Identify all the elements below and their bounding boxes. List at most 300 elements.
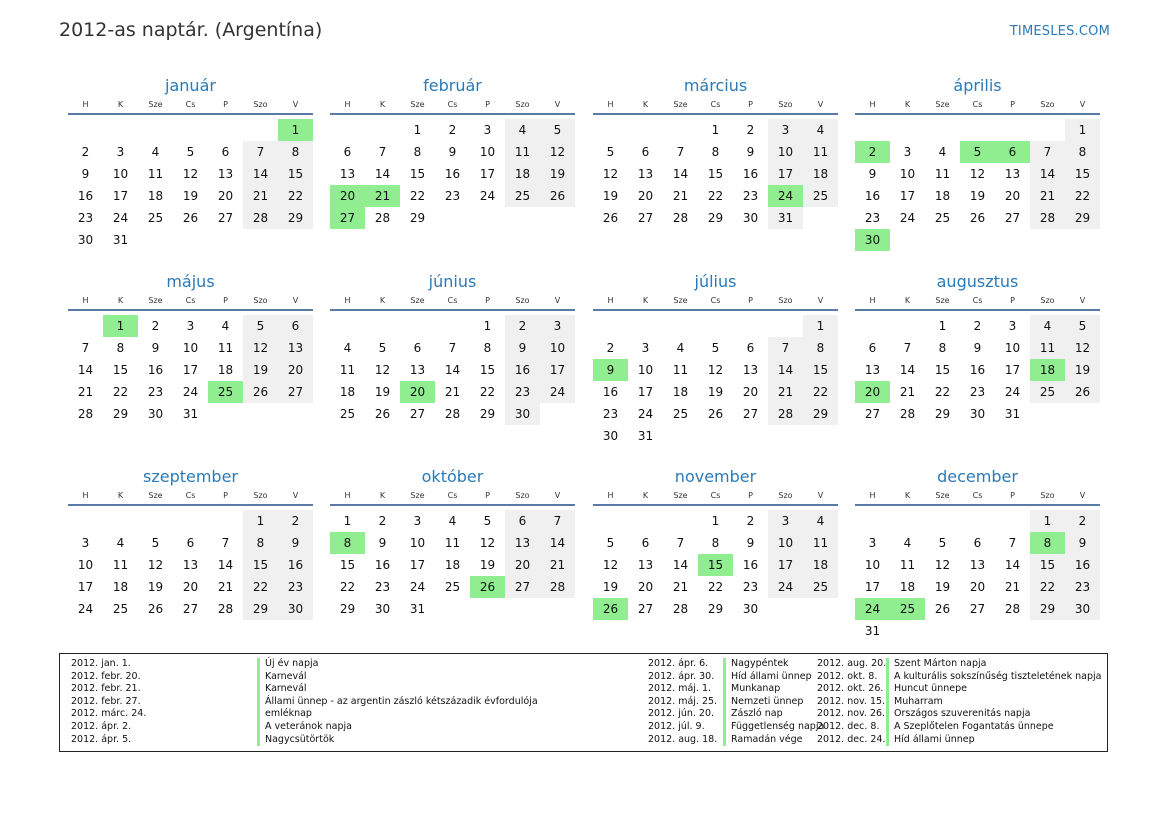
- day-cell[interactable]: 14: [1004, 558, 1021, 572]
- day-cell[interactable]: 17: [768, 554, 803, 576]
- day-cell[interactable]: 10: [479, 145, 496, 159]
- day-cell[interactable]: 8: [116, 341, 125, 355]
- site-link[interactable]: TIMESLES.COM: [1009, 24, 1110, 39]
- day-cell[interactable]: 20: [969, 580, 986, 594]
- day-cell[interactable]: 1: [413, 123, 422, 137]
- day-cell[interactable]: 28: [243, 207, 278, 229]
- day-cell[interactable]: 25: [505, 185, 540, 207]
- day-cell[interactable]: 19: [934, 580, 951, 594]
- day-cell[interactable]: 17: [637, 385, 654, 399]
- day-cell[interactable]: 5: [938, 536, 947, 550]
- day-cell[interactable]: 4: [116, 536, 125, 550]
- day-cell[interactable]: 1: [483, 319, 492, 333]
- day-cell[interactable]: 29: [1030, 598, 1065, 620]
- day-cell[interactable]: 17: [899, 189, 916, 203]
- day-cell[interactable]: 21: [217, 580, 234, 594]
- day-cell[interactable]: 2: [278, 510, 313, 532]
- day-cell[interactable]: 6: [868, 341, 877, 355]
- day-cell[interactable]: 12: [707, 363, 724, 377]
- day-cell[interactable]: 21: [672, 189, 689, 203]
- day-cell[interactable]: 12: [1065, 337, 1100, 359]
- day-cell[interactable]: 28: [444, 407, 461, 421]
- day-cell[interactable]: 18: [339, 385, 356, 399]
- day-cell[interactable]: 6: [221, 145, 230, 159]
- day-cell[interactable]: 14: [672, 167, 689, 181]
- day-cell[interactable]: 6: [343, 145, 352, 159]
- day-cell[interactable]: 16: [505, 359, 540, 381]
- day-cell[interactable]: 7: [768, 337, 803, 359]
- holiday-day-cell[interactable]: 26: [470, 576, 505, 598]
- day-cell[interactable]: 28: [374, 211, 391, 225]
- day-cell[interactable]: 25: [147, 211, 164, 225]
- day-cell[interactable]: 24: [182, 385, 199, 399]
- day-cell[interactable]: 3: [81, 536, 90, 550]
- day-cell[interactable]: 17: [77, 580, 94, 594]
- day-cell[interactable]: 3: [868, 536, 877, 550]
- day-cell[interactable]: 22: [112, 385, 129, 399]
- day-cell[interactable]: 9: [81, 167, 90, 181]
- day-cell[interactable]: 20: [637, 580, 654, 594]
- day-cell[interactable]: 8: [483, 341, 492, 355]
- day-cell[interactable]: 7: [903, 341, 912, 355]
- day-cell[interactable]: 26: [540, 185, 575, 207]
- day-cell[interactable]: 23: [444, 189, 461, 203]
- day-cell[interactable]: 24: [409, 580, 426, 594]
- day-cell[interactable]: 7: [221, 536, 230, 550]
- day-cell[interactable]: 2: [505, 315, 540, 337]
- day-cell[interactable]: 13: [742, 363, 759, 377]
- day-cell[interactable]: 12: [934, 558, 951, 572]
- day-cell[interactable]: 3: [540, 315, 575, 337]
- day-cell[interactable]: 4: [505, 119, 540, 141]
- day-cell[interactable]: 19: [540, 163, 575, 185]
- day-cell[interactable]: 4: [903, 536, 912, 550]
- day-cell[interactable]: 20: [742, 385, 759, 399]
- day-cell[interactable]: 27: [637, 211, 654, 225]
- day-cell[interactable]: 24: [1004, 385, 1021, 399]
- day-cell[interactable]: 6: [641, 145, 650, 159]
- day-cell[interactable]: 4: [343, 341, 352, 355]
- day-cell[interactable]: 27: [409, 407, 426, 421]
- holiday-day-cell[interactable]: 1: [103, 315, 138, 337]
- day-cell[interactable]: 19: [479, 558, 496, 572]
- day-cell[interactable]: 11: [147, 167, 164, 181]
- day-cell[interactable]: 2: [81, 145, 90, 159]
- day-cell[interactable]: 2: [746, 123, 755, 137]
- day-cell[interactable]: 26: [707, 407, 724, 421]
- day-cell[interactable]: 28: [672, 211, 689, 225]
- day-cell[interactable]: 21: [899, 385, 916, 399]
- day-cell[interactable]: 8: [243, 532, 278, 554]
- day-cell[interactable]: 15: [479, 363, 496, 377]
- day-cell[interactable]: 3: [186, 319, 195, 333]
- day-cell[interactable]: 1: [938, 319, 947, 333]
- day-cell[interactable]: 29: [243, 598, 278, 620]
- day-cell[interactable]: 23: [77, 211, 94, 225]
- day-cell[interactable]: 31: [112, 233, 129, 247]
- day-cell[interactable]: 4: [1030, 315, 1065, 337]
- day-cell[interactable]: 25: [339, 407, 356, 421]
- day-cell[interactable]: 9: [1065, 532, 1100, 554]
- day-cell[interactable]: 10: [409, 536, 426, 550]
- day-cell[interactable]: 17: [768, 163, 803, 185]
- holiday-day-cell[interactable]: 25: [890, 598, 925, 620]
- day-cell[interactable]: 26: [182, 211, 199, 225]
- holiday-day-cell[interactable]: 20: [330, 185, 365, 207]
- day-cell[interactable]: 28: [77, 407, 94, 421]
- day-cell[interactable]: 28: [540, 576, 575, 598]
- day-cell[interactable]: 29: [707, 602, 724, 616]
- day-cell[interactable]: 9: [868, 167, 877, 181]
- day-cell[interactable]: 6: [641, 536, 650, 550]
- day-cell[interactable]: 15: [707, 167, 724, 181]
- day-cell[interactable]: 28: [1004, 602, 1021, 616]
- day-cell[interactable]: 17: [112, 189, 129, 203]
- day-cell[interactable]: 20: [1004, 189, 1021, 203]
- day-cell[interactable]: 6: [505, 510, 540, 532]
- holiday-day-cell[interactable]: 27: [330, 207, 365, 229]
- day-cell[interactable]: 26: [602, 211, 619, 225]
- day-cell[interactable]: 1: [1065, 119, 1100, 141]
- day-cell[interactable]: 14: [374, 167, 391, 181]
- day-cell[interactable]: 23: [602, 407, 619, 421]
- day-cell[interactable]: 18: [217, 363, 234, 377]
- day-cell[interactable]: 10: [540, 337, 575, 359]
- day-cell[interactable]: 3: [483, 123, 492, 137]
- day-cell[interactable]: 7: [448, 341, 457, 355]
- day-cell[interactable]: 11: [444, 536, 461, 550]
- day-cell[interactable]: 24: [899, 211, 916, 225]
- day-cell[interactable]: 1: [243, 510, 278, 532]
- day-cell[interactable]: 18: [672, 385, 689, 399]
- day-cell[interactable]: 21: [540, 554, 575, 576]
- day-cell[interactable]: 30: [602, 429, 619, 443]
- day-cell[interactable]: 12: [182, 167, 199, 181]
- day-cell[interactable]: 31: [637, 429, 654, 443]
- day-cell[interactable]: 12: [540, 141, 575, 163]
- day-cell[interactable]: 10: [899, 167, 916, 181]
- day-cell[interactable]: 2: [746, 514, 755, 528]
- day-cell[interactable]: 16: [969, 363, 986, 377]
- day-cell[interactable]: 26: [243, 381, 278, 403]
- day-cell[interactable]: 29: [278, 207, 313, 229]
- day-cell[interactable]: 12: [147, 558, 164, 572]
- day-cell[interactable]: 24: [768, 576, 803, 598]
- day-cell[interactable]: 14: [1030, 163, 1065, 185]
- day-cell[interactable]: 9: [448, 145, 457, 159]
- day-cell[interactable]: 29: [707, 211, 724, 225]
- day-cell[interactable]: 23: [969, 385, 986, 399]
- day-cell[interactable]: 29: [803, 403, 838, 425]
- day-cell[interactable]: 5: [606, 145, 615, 159]
- day-cell[interactable]: 27: [742, 407, 759, 421]
- day-cell[interactable]: 28: [768, 403, 803, 425]
- day-cell[interactable]: 5: [540, 119, 575, 141]
- day-cell[interactable]: 19: [707, 385, 724, 399]
- day-cell[interactable]: 6: [413, 341, 422, 355]
- day-cell[interactable]: 1: [343, 514, 352, 528]
- holiday-day-cell[interactable]: 21: [365, 185, 400, 207]
- day-cell[interactable]: 4: [803, 119, 838, 141]
- day-cell[interactable]: 4: [221, 319, 230, 333]
- day-cell[interactable]: 19: [182, 189, 199, 203]
- day-cell[interactable]: 30: [147, 407, 164, 421]
- day-cell[interactable]: 7: [81, 341, 90, 355]
- day-cell[interactable]: 22: [479, 385, 496, 399]
- day-cell[interactable]: 24: [77, 602, 94, 616]
- day-cell[interactable]: 9: [378, 536, 387, 550]
- day-cell[interactable]: 19: [374, 385, 391, 399]
- day-cell[interactable]: 8: [803, 337, 838, 359]
- day-cell[interactable]: 19: [969, 189, 986, 203]
- day-cell[interactable]: 3: [903, 145, 912, 159]
- day-cell[interactable]: 10: [182, 341, 199, 355]
- day-cell[interactable]: 30: [278, 598, 313, 620]
- day-cell[interactable]: 28: [899, 407, 916, 421]
- day-cell[interactable]: 28: [672, 602, 689, 616]
- day-cell[interactable]: 14: [77, 363, 94, 377]
- day-cell[interactable]: 7: [540, 510, 575, 532]
- day-cell[interactable]: 5: [243, 315, 278, 337]
- day-cell[interactable]: 17: [409, 558, 426, 572]
- holiday-day-cell[interactable]: 20: [400, 381, 435, 403]
- day-cell[interactable]: 9: [746, 145, 755, 159]
- day-cell[interactable]: 2: [973, 319, 982, 333]
- day-cell[interactable]: 3: [641, 341, 650, 355]
- day-cell[interactable]: 13: [409, 363, 426, 377]
- day-cell[interactable]: 23: [374, 580, 391, 594]
- day-cell[interactable]: 17: [864, 580, 881, 594]
- holiday-day-cell[interactable]: 8: [1030, 532, 1065, 554]
- day-cell[interactable]: 23: [864, 211, 881, 225]
- day-cell[interactable]: 22: [803, 381, 838, 403]
- day-cell[interactable]: 15: [934, 363, 951, 377]
- day-cell[interactable]: 11: [505, 141, 540, 163]
- day-cell[interactable]: 20: [637, 189, 654, 203]
- day-cell[interactable]: 6: [746, 341, 755, 355]
- day-cell[interactable]: 2: [378, 514, 387, 528]
- day-cell[interactable]: 26: [374, 407, 391, 421]
- day-cell[interactable]: 20: [278, 359, 313, 381]
- day-cell[interactable]: 17: [182, 363, 199, 377]
- day-cell[interactable]: 7: [1030, 141, 1065, 163]
- day-cell[interactable]: 28: [1030, 207, 1065, 229]
- holiday-day-cell[interactable]: 24: [855, 598, 890, 620]
- day-cell[interactable]: 9: [746, 536, 755, 550]
- day-cell[interactable]: 27: [505, 576, 540, 598]
- day-cell[interactable]: 30: [742, 602, 759, 616]
- day-cell[interactable]: 1: [803, 315, 838, 337]
- day-cell[interactable]: 11: [1030, 337, 1065, 359]
- day-cell[interactable]: 25: [444, 580, 461, 594]
- day-cell[interactable]: 18: [803, 554, 838, 576]
- day-cell[interactable]: 15: [278, 163, 313, 185]
- day-cell[interactable]: 5: [711, 341, 720, 355]
- day-cell[interactable]: 23: [278, 576, 313, 598]
- day-cell[interactable]: 26: [934, 602, 951, 616]
- day-cell[interactable]: 29: [409, 211, 426, 225]
- day-cell[interactable]: 16: [864, 189, 881, 203]
- day-cell[interactable]: 10: [1004, 341, 1021, 355]
- day-cell[interactable]: 4: [151, 145, 160, 159]
- day-cell[interactable]: 26: [1065, 381, 1100, 403]
- day-cell[interactable]: 24: [479, 189, 496, 203]
- day-cell[interactable]: 4: [448, 514, 457, 528]
- day-cell[interactable]: 6: [278, 315, 313, 337]
- day-cell[interactable]: 19: [1065, 359, 1100, 381]
- day-cell[interactable]: 9: [151, 341, 160, 355]
- day-cell[interactable]: 23: [1065, 576, 1100, 598]
- holiday-day-cell[interactable]: 2: [855, 141, 890, 163]
- day-cell[interactable]: 11: [217, 341, 234, 355]
- day-cell[interactable]: 11: [112, 558, 129, 572]
- day-cell[interactable]: 24: [637, 407, 654, 421]
- day-cell[interactable]: 12: [479, 536, 496, 550]
- day-cell[interactable]: 21: [243, 185, 278, 207]
- day-cell[interactable]: 27: [637, 602, 654, 616]
- day-cell[interactable]: 21: [1004, 580, 1021, 594]
- day-cell[interactable]: 5: [1065, 315, 1100, 337]
- day-cell[interactable]: 16: [374, 558, 391, 572]
- day-cell[interactable]: 13: [864, 363, 881, 377]
- day-cell[interactable]: 12: [374, 363, 391, 377]
- day-cell[interactable]: 30: [742, 211, 759, 225]
- day-cell[interactable]: 24: [112, 211, 129, 225]
- day-cell[interactable]: 2: [151, 319, 160, 333]
- day-cell[interactable]: 16: [444, 167, 461, 181]
- day-cell[interactable]: 21: [444, 385, 461, 399]
- day-cell[interactable]: 11: [803, 532, 838, 554]
- day-cell[interactable]: 5: [483, 514, 492, 528]
- day-cell[interactable]: 30: [969, 407, 986, 421]
- day-cell[interactable]: 10: [864, 558, 881, 572]
- day-cell[interactable]: 18: [112, 580, 129, 594]
- day-cell[interactable]: 5: [378, 341, 387, 355]
- holiday-day-cell[interactable]: 26: [593, 598, 628, 620]
- day-cell[interactable]: 10: [768, 141, 803, 163]
- day-cell[interactable]: 31: [1004, 407, 1021, 421]
- day-cell[interactable]: 7: [676, 536, 685, 550]
- day-cell[interactable]: 25: [672, 407, 689, 421]
- day-cell[interactable]: 3: [768, 119, 803, 141]
- day-cell[interactable]: 22: [243, 576, 278, 598]
- holiday-day-cell[interactable]: 18: [1030, 359, 1065, 381]
- day-cell[interactable]: 19: [147, 580, 164, 594]
- day-cell[interactable]: 23: [147, 385, 164, 399]
- day-cell[interactable]: 17: [540, 359, 575, 381]
- day-cell[interactable]: 27: [217, 211, 234, 225]
- day-cell[interactable]: 11: [803, 141, 838, 163]
- day-cell[interactable]: 16: [278, 554, 313, 576]
- day-cell[interactable]: 16: [742, 167, 759, 181]
- day-cell[interactable]: 23: [742, 189, 759, 203]
- day-cell[interactable]: 18: [444, 558, 461, 572]
- day-cell[interactable]: 21: [77, 385, 94, 399]
- day-cell[interactable]: 12: [602, 167, 619, 181]
- day-cell[interactable]: 5: [151, 536, 160, 550]
- day-cell[interactable]: 31: [768, 207, 803, 229]
- day-cell[interactable]: 26: [147, 602, 164, 616]
- day-cell[interactable]: 3: [1008, 319, 1017, 333]
- day-cell[interactable]: 8: [1065, 141, 1100, 163]
- holiday-day-cell[interactable]: 24: [768, 185, 803, 207]
- day-cell[interactable]: 14: [768, 359, 803, 381]
- day-cell[interactable]: 13: [505, 532, 540, 554]
- day-cell[interactable]: 25: [112, 602, 129, 616]
- holiday-day-cell[interactable]: 30: [855, 229, 890, 251]
- day-cell[interactable]: 4: [676, 341, 685, 355]
- day-cell[interactable]: 24: [540, 381, 575, 403]
- holiday-day-cell[interactable]: 20: [855, 381, 890, 403]
- day-cell[interactable]: 20: [217, 189, 234, 203]
- day-cell[interactable]: 27: [969, 602, 986, 616]
- day-cell[interactable]: 9: [973, 341, 982, 355]
- day-cell[interactable]: 15: [112, 363, 129, 377]
- day-cell[interactable]: 28: [217, 602, 234, 616]
- day-cell[interactable]: 29: [934, 407, 951, 421]
- day-cell[interactable]: 13: [182, 558, 199, 572]
- day-cell[interactable]: 30: [505, 403, 540, 425]
- holiday-day-cell[interactable]: 15: [698, 554, 733, 576]
- day-cell[interactable]: 8: [413, 145, 422, 159]
- day-cell[interactable]: 14: [444, 363, 461, 377]
- day-cell[interactable]: 6: [186, 536, 195, 550]
- day-cell[interactable]: 16: [1065, 554, 1100, 576]
- day-cell[interactable]: 29: [339, 602, 356, 616]
- day-cell[interactable]: 30: [374, 602, 391, 616]
- day-cell[interactable]: 3: [413, 514, 422, 528]
- day-cell[interactable]: 15: [1065, 163, 1100, 185]
- day-cell[interactable]: 18: [934, 189, 951, 203]
- day-cell[interactable]: 22: [707, 189, 724, 203]
- day-cell[interactable]: 21: [1030, 185, 1065, 207]
- day-cell[interactable]: 21: [672, 580, 689, 594]
- day-cell[interactable]: 25: [934, 211, 951, 225]
- day-cell[interactable]: 8: [711, 536, 720, 550]
- day-cell[interactable]: 12: [969, 167, 986, 181]
- day-cell[interactable]: 15: [243, 554, 278, 576]
- day-cell[interactable]: 13: [339, 167, 356, 181]
- day-cell[interactable]: 22: [278, 185, 313, 207]
- day-cell[interactable]: 11: [934, 167, 951, 181]
- day-cell[interactable]: 15: [1030, 554, 1065, 576]
- day-cell[interactable]: 20: [505, 554, 540, 576]
- day-cell[interactable]: 9: [278, 532, 313, 554]
- day-cell[interactable]: 12: [243, 337, 278, 359]
- day-cell[interactable]: 16: [147, 363, 164, 377]
- holiday-day-cell[interactable]: 8: [330, 532, 365, 554]
- day-cell[interactable]: 22: [1030, 576, 1065, 598]
- day-cell[interactable]: 19: [243, 359, 278, 381]
- day-cell[interactable]: 15: [339, 558, 356, 572]
- day-cell[interactable]: 15: [803, 359, 838, 381]
- holiday-day-cell[interactable]: 6: [995, 141, 1030, 163]
- day-cell[interactable]: 8: [711, 145, 720, 159]
- day-cell[interactable]: 22: [339, 580, 356, 594]
- day-cell[interactable]: 22: [1065, 185, 1100, 207]
- day-cell[interactable]: 2: [606, 341, 615, 355]
- day-cell[interactable]: 9: [505, 337, 540, 359]
- holiday-day-cell[interactable]: 25: [208, 381, 243, 403]
- day-cell[interactable]: 21: [768, 381, 803, 403]
- day-cell[interactable]: 5: [606, 536, 615, 550]
- day-cell[interactable]: 26: [969, 211, 986, 225]
- day-cell[interactable]: 5: [186, 145, 195, 159]
- day-cell[interactable]: 31: [409, 602, 426, 616]
- day-cell[interactable]: 7: [243, 141, 278, 163]
- day-cell[interactable]: 13: [637, 558, 654, 572]
- day-cell[interactable]: 13: [278, 337, 313, 359]
